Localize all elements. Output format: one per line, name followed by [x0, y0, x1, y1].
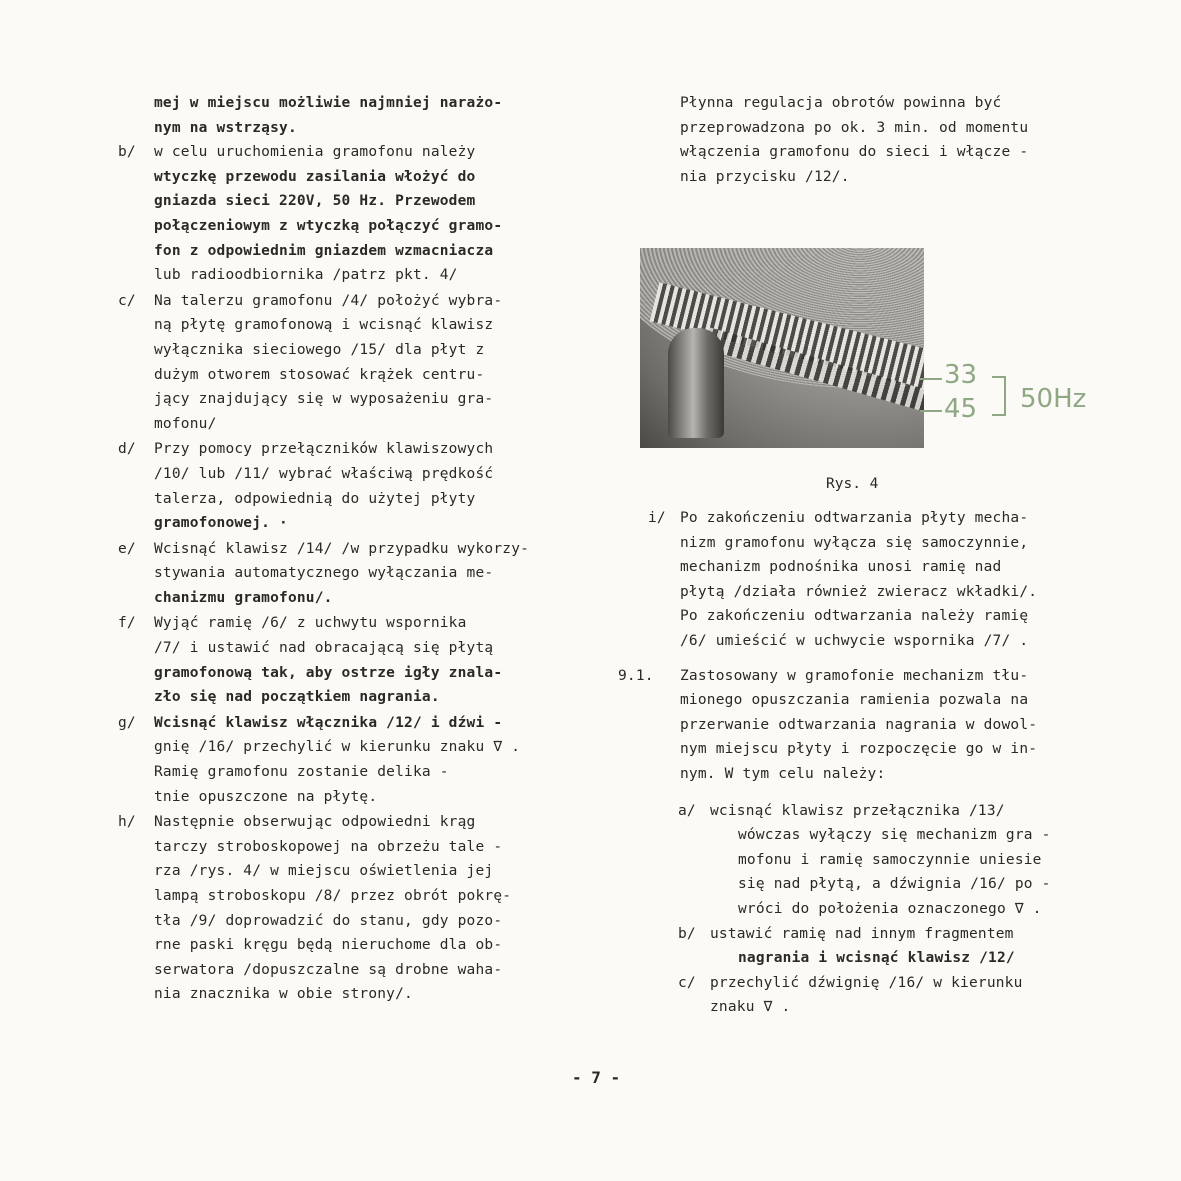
text-line: płytą /działa również zwieracz wkładki/.	[680, 583, 1038, 600]
text-line: mechanizm podnośnika unosi ramię nad	[680, 559, 1002, 576]
speed-label-33: 33	[944, 360, 978, 390]
strobe-lamp	[668, 328, 724, 438]
text-line: gramofonowej. ·	[154, 515, 288, 532]
text-line: Wcisnąć klawisz /14/ /w przypadku wykorzy-	[154, 540, 530, 557]
text-line: przechylić dźwignię /16/ w kierunku	[710, 974, 1023, 991]
text-line: w celu uruchomienia gramofonu należy	[154, 144, 476, 161]
speed-bracket	[992, 376, 1006, 416]
speed-label-45: 45	[944, 394, 978, 424]
text-line: stywania automatycznego wyłączania me-	[154, 565, 494, 582]
text-line: włączenia gramofonu do sieci i włącze -	[680, 144, 1029, 161]
text-line: nizm gramofonu wyłącza się samoczynnie,	[680, 534, 1029, 551]
item-label: a/	[678, 802, 696, 819]
list-item-b	[118, 140, 598, 288]
stroboscope-photo	[640, 248, 924, 448]
item-label: e/	[118, 540, 136, 557]
item-label: g/	[118, 714, 136, 731]
text-line: połączeniowym z wtyczką połączyć gramo-	[154, 217, 503, 234]
text-line: Płynna regulacja obrotów powinna być	[680, 95, 1002, 111]
pointer-33	[920, 378, 942, 380]
text-line: lampą stroboskopu /8/ przez obrót pokrę-	[154, 888, 512, 904]
text-line: nia znacznika w obie strony/.	[154, 986, 413, 1003]
text-line: się nad płytą, a dźwignia /16/ po -	[738, 876, 1051, 893]
left-intro	[118, 91, 598, 140]
text-line: mionego opuszczania ramienia pozwala na	[680, 692, 1029, 709]
text-line: Zastosowany w gramofonie mechanizm tłu-	[680, 667, 1029, 684]
list-item-c	[118, 289, 598, 437]
text-line: /10/ lub /11/ wybrać właściwą prędkość	[154, 465, 494, 482]
right-column-bottom	[618, 506, 1098, 1020]
item-label: c/	[118, 292, 136, 309]
text-line: fon z odpowiednim gniazdem wzmacniacza	[154, 242, 494, 259]
pointer-45	[920, 410, 942, 412]
item-label: f/	[118, 615, 136, 632]
text-line: Wyjąć ramię /6/ z uchwytu wspornika	[154, 615, 467, 632]
list-item-e	[118, 537, 598, 611]
text-line: gramofonową tak, aby ostrze igły znala-	[154, 664, 503, 681]
item-label: b/	[678, 925, 696, 942]
text-line: rza /rys. 4/ w miejscu oświetlenia jej	[154, 863, 494, 880]
text-line: znaku ∇ .	[710, 999, 791, 1016]
text-line: tła /9/ doprowadzić do stanu, gdy pozo-	[154, 912, 503, 929]
text-line: mej w miejscu możliwie najmniej narażo-	[154, 95, 503, 111]
item-label: h/	[118, 814, 136, 831]
text-line: ną płytę gramofonową i wcisnąć klawisz	[154, 317, 494, 334]
sub-item-a	[618, 799, 1098, 922]
text-line: gnię /16/ przechylić w kierunku znaku ∇ .	[154, 739, 521, 756]
right-intro	[618, 91, 1098, 189]
text-line: wówczas wyłączy się mechanizm gra -	[738, 827, 1051, 844]
text-line: tarczy stroboskopowej na obrzeżu tale -	[154, 838, 503, 855]
list-item-h	[118, 810, 598, 1007]
frequency-label: 50Hz	[1020, 384, 1087, 414]
text-line: ustawić ramię nad innym fragmentem	[710, 925, 1014, 942]
text-line: jący znajdujący się w wyposażeniu gra-	[154, 391, 494, 408]
text-line: przerwanie odtwarzania nagrania w dowol-	[680, 716, 1038, 733]
left-column	[118, 91, 598, 1008]
item-label: i/	[648, 510, 666, 526]
text-line: Wcisnąć klawisz włącznika /12/ i dźwi -	[154, 714, 503, 731]
text-line: rne paski kręgu będą nieruchome dla ob-	[154, 937, 503, 954]
text-line: nym miejscu płyty i rozpoczęcie go w in-	[680, 741, 1038, 758]
item-label: d/	[118, 441, 136, 458]
text-line: wróci do położenia oznaczonego ∇ .	[738, 900, 1042, 917]
text-line: wcisnąć klawisz przełącznika /13/	[710, 802, 1005, 819]
text-line: wyłącznika sieciowego /15/ dla płyt z	[154, 341, 485, 358]
section-label: 9.1.	[618, 667, 654, 684]
section-9-1	[618, 664, 1098, 787]
sub-item-b	[618, 922, 1098, 971]
page-number: - 7 -	[572, 1068, 621, 1087]
text-line: Po zakończeniu odtwarzania należy ramię	[680, 608, 1029, 625]
text-line: /6/ umieścić w uchwycie wspornika /7/ .	[680, 632, 1029, 649]
text-line: serwatora /dopuszczalne są drobne waha-	[154, 961, 503, 978]
text-line: Po zakończeniu odtwarzania płyty mecha-	[680, 510, 1029, 526]
text-line: /7/ i ustawić nad obracającą się płytą	[154, 640, 494, 657]
text-line: mofonu/	[154, 415, 217, 432]
text-line: chanizmu gramofonu/.	[154, 589, 333, 606]
text-line: nagrania i wcisnąć klawisz /12/	[738, 950, 1015, 967]
text-line: Ramię gramofonu zostanie delika -	[154, 764, 449, 781]
text-line: Następnie obserwując odpowiedni krąg	[154, 814, 476, 831]
list-item-f	[118, 611, 598, 709]
text-line: nym. W tym celu należy:	[680, 765, 886, 782]
figure-caption: Rys. 4	[826, 476, 879, 492]
text-line: gniazda sieci 220V, 50 Hz. Przewodem	[154, 193, 476, 210]
list-item-d	[118, 437, 598, 535]
text-line: zło się nad początkiem nagrania.	[154, 689, 440, 706]
right-column-top	[618, 91, 1098, 189]
text-line: wtyczkę przewodu zasilania włożyć do	[154, 168, 476, 185]
text-line: tnie opuszczone na płytę.	[154, 788, 378, 805]
text-line: mofonu i ramię samoczynnie uniesie	[738, 851, 1042, 868]
text-line: Przy pomocy przełączników klawiszowych	[154, 441, 494, 458]
text-line: nia przycisku /12/.	[680, 168, 850, 185]
item-label: c/	[678, 974, 696, 991]
text-line: nym na wstrząsy.	[154, 119, 297, 136]
list-item-i	[618, 506, 1098, 654]
sub-item-c	[618, 971, 1098, 1020]
text-line: lub radioodbiornika /patrz pkt. 4/	[154, 267, 458, 284]
text-line: Na talerzu gramofonu /4/ położyć wybra-	[154, 292, 503, 309]
text-line: przeprowadzona po ok. 3 min. od momentu	[680, 119, 1029, 136]
item-label: b/	[118, 144, 136, 161]
text-line: talerza, odpowiednią do użytej płyty	[154, 490, 476, 507]
list-item-g	[118, 711, 598, 809]
text-line: dużym otworem stosować krążek centru-	[154, 366, 485, 383]
